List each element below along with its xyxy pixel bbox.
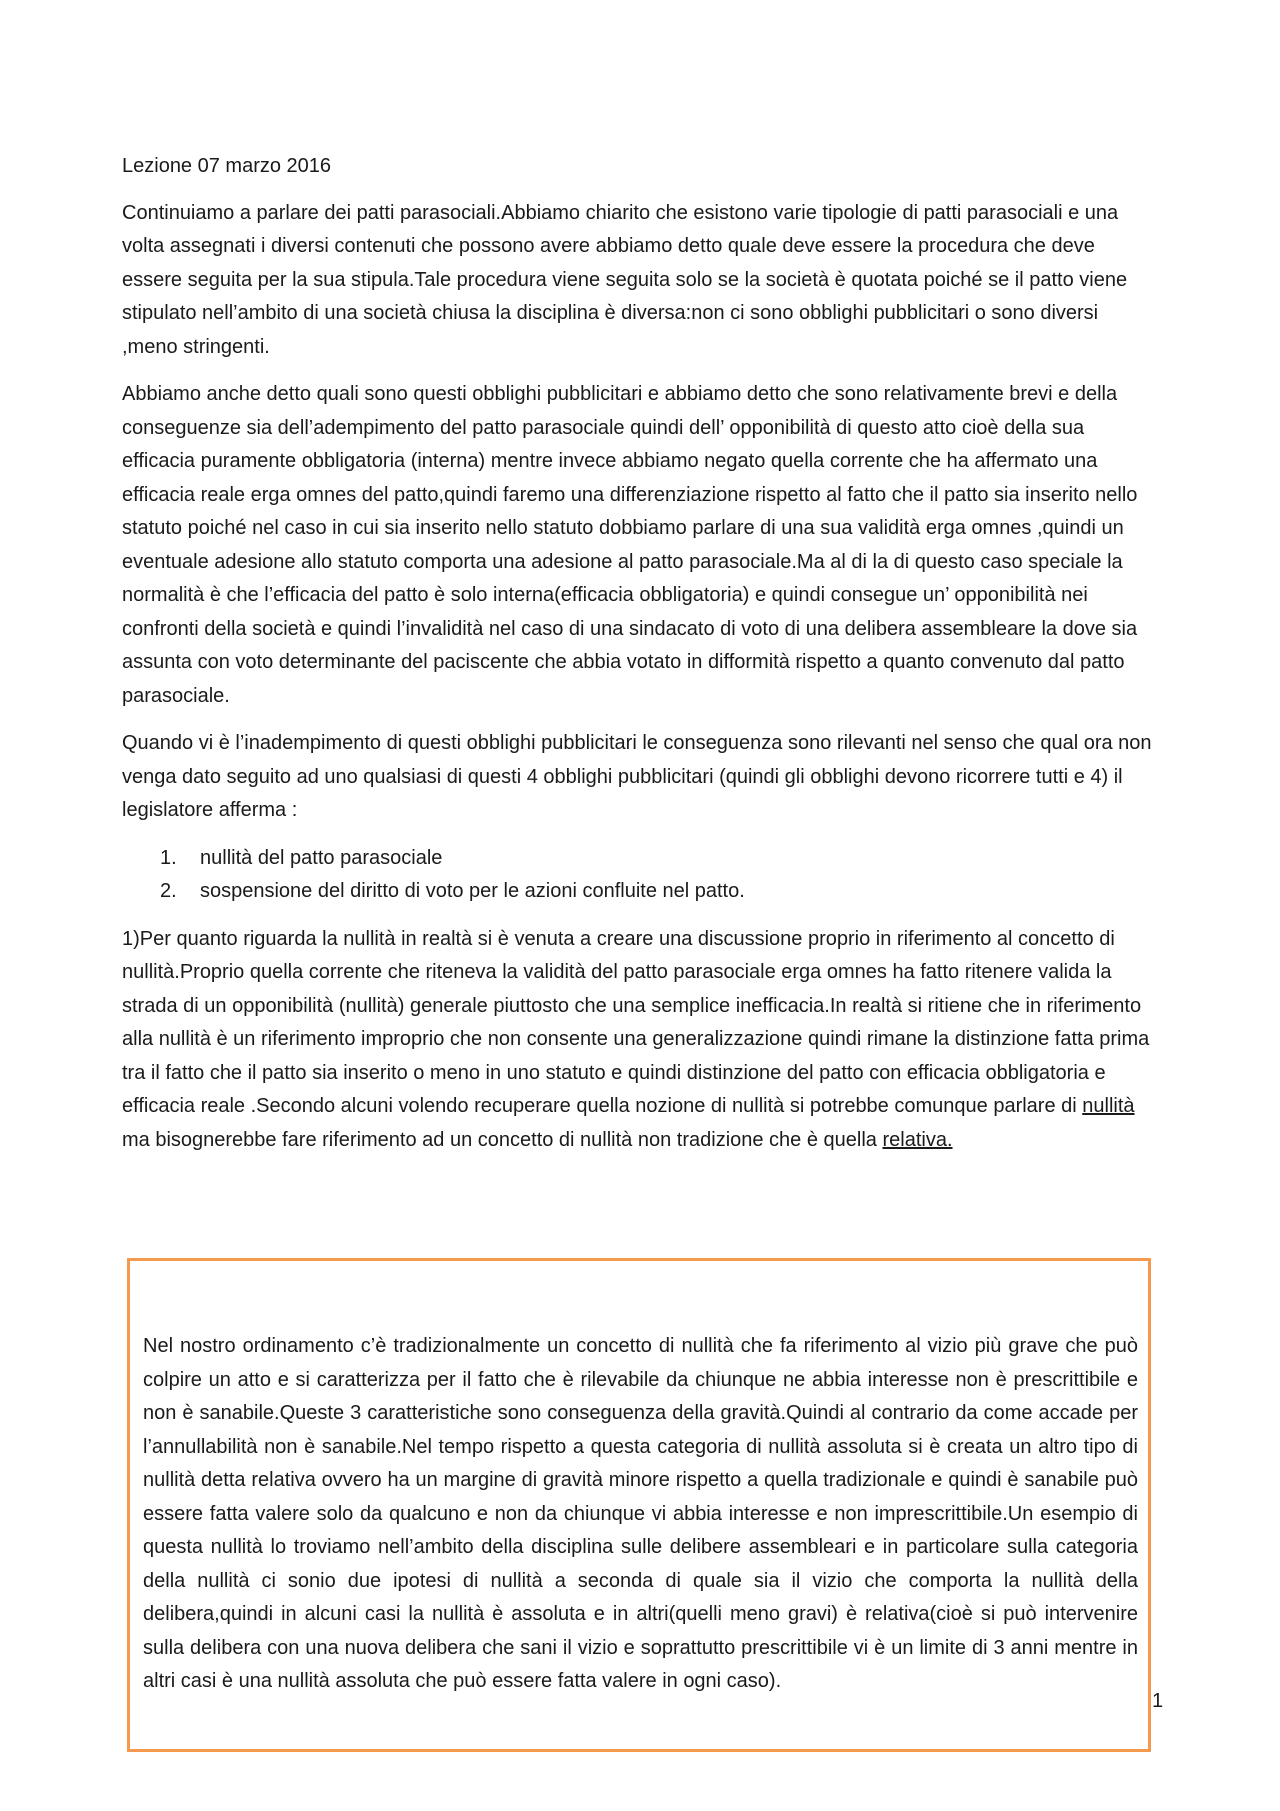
list-item-number: 2.: [160, 880, 177, 902]
list-item: [160, 875, 1158, 909]
list-item-text: nullità del patto parasociale: [200, 846, 443, 869]
paragraph-4: [122, 923, 1158, 1158]
underlined-relativa: relativa.: [882, 1128, 953, 1151]
paragraph-3: Quando vi è l’inadempimento di questi obblighi pubblicitari le conseguenza sono rilevanti nel senso che qual ora non venga dato seguito ad uno qualsiasi di questi 4 obblighi pubblicitari (quindi gli obblighi devono ricorrere tutti e 4) il legislatore afferma :: [122, 732, 1152, 821]
list-item: [160, 842, 1158, 876]
paragraph-4-start: 1)Per quanto riguarda la nullità in realtà si è venuta a creare una discussione proprio in riferimento al concetto di nullità.Proprio quella corrente che riteneva la validità del patto parasociale erga omnes ha fatto ritenere valida la strada di un opponibilità (nullità) generale piuttosto che una semplice inefficacia.In realtà si ritiene che in riferimento alla nullità è un riferimento improprio che non consente una generalizzazione quindi rimane la distinzione fatta prima tra il fatto che il patto sia inserito o meno in uno statuto e quindi distinzione del patto con efficacia obbligatoria e efficacia reale .Secondo alcuni volendo recuperare quella nozione di nullità si potrebbe comunque parlare di: [122, 927, 1150, 1117]
paragraph-2: Abbiamo anche detto quali sono questi obblighi pubblicitari e abbiamo detto che sono relativamente brevi e della conseguenze sia dell’adempimento del patto parasociale quindi dell’ opponibilità di questo atto cioè della sua efficacia puramente obbligatoria (interna) mentre invece abbiamo negato quella corrente che ha affermato una efficacia reale erga omnes del patto,quindi faremo una differenziazione rispetto al fatto che il patto sia inserito nello statuto poiché nel caso in cui sia inserito nello statuto dobbiamo parlare di una sua validità erga omnes ,quindi un eventuale adesione allo statuto comporta una adesione al patto parasociale.Ma al di la di questo caso speciale la normalità è che l’efficacia del patto è solo interna(efficacia obbligatoria) e quindi consegue un’ opponibilità nei confronti della società e quindi l’invalidità nel caso di una sindacato di voto di una delibera assembleare la dove sia assunta con voto determinante del paciscente che abbia votato in difformità rispetto a quanto convenuto dal patto parasociale.: [122, 383, 1138, 707]
date-heading: Lezione 07 marzo 2016: [122, 155, 332, 177]
page-number: 1: [1152, 1690, 1164, 1712]
consequences-list: [122, 842, 1158, 909]
highlight-box-text: Nel nostro ordinamento c’è tradizionalmente un concetto di nullità che fa riferimento al vizio più grave che può colpire un atto e si caratterizza per il fatto che è rilevabile da chiunque ne abbia interesse non è prescrittibile e non è sanabile.Queste 3 caratteristiche sono conseguenza della gravità.Quindi al contrario da come accade per l’annullabilità non è sanabile.Nel tempo rispetto a questa categoria di nullità assoluta si è creata un altro tipo di nullità detta relativa ovvero ha un margine di gravità minore rispetto a quella tradizionale e quindi è sanabile può essere fatta valere solo da qualcuno e non da chiunque vi abbia interesse e non imprescrittibile.Un esempio di questa nullità lo troviamo nell’ambito della disciplina sulle delibere assembleari e in particolare sulla categoria della nullità ci sonio due ipotesi di nullità a seconda di quale sia il vizio che comporta la nullità della delibera,quindi in alcuni casi la nullità è assoluta e in altri(quelli meno gravi) è relativa(cioè si può intervenire sulla delibera con una nuova delibera che sani il vizio e soprattutto prescrittibile vi è un limite di 3 anni mentre in altri casi è una nullità assoluta che può essere fatta valere in ogni caso).: [143, 1335, 1138, 1692]
list-item-text: sospensione del diritto di voto per le azioni confluite nel patto.: [200, 880, 745, 902]
document-body: [122, 150, 1158, 1171]
underlined-nullita: nullità: [1082, 1095, 1135, 1117]
paragraph-4-middle: ma bisognerebbe fare riferimento ad un concetto di nullità non tradizione che è quella: [122, 1128, 883, 1151]
list-item-number: 1.: [160, 846, 177, 869]
paragraph-1: Continuiamo a parlare dei patti parasociali.Abbiamo chiarito che esistono varie tipologie di patti parasociali e una volta assegnati i diversi contenuti che possono avere abbiamo detto quale deve essere la procedura che deve essere seguita per la sua stipula.Tale procedura viene seguita solo se la società è quotata poiché se il patto viene stipulato nell’ambito di una società chiusa la disciplina è diversa:non ci sono obblighi pubblicitari o sono diversi ,meno stringenti.: [122, 201, 1128, 358]
